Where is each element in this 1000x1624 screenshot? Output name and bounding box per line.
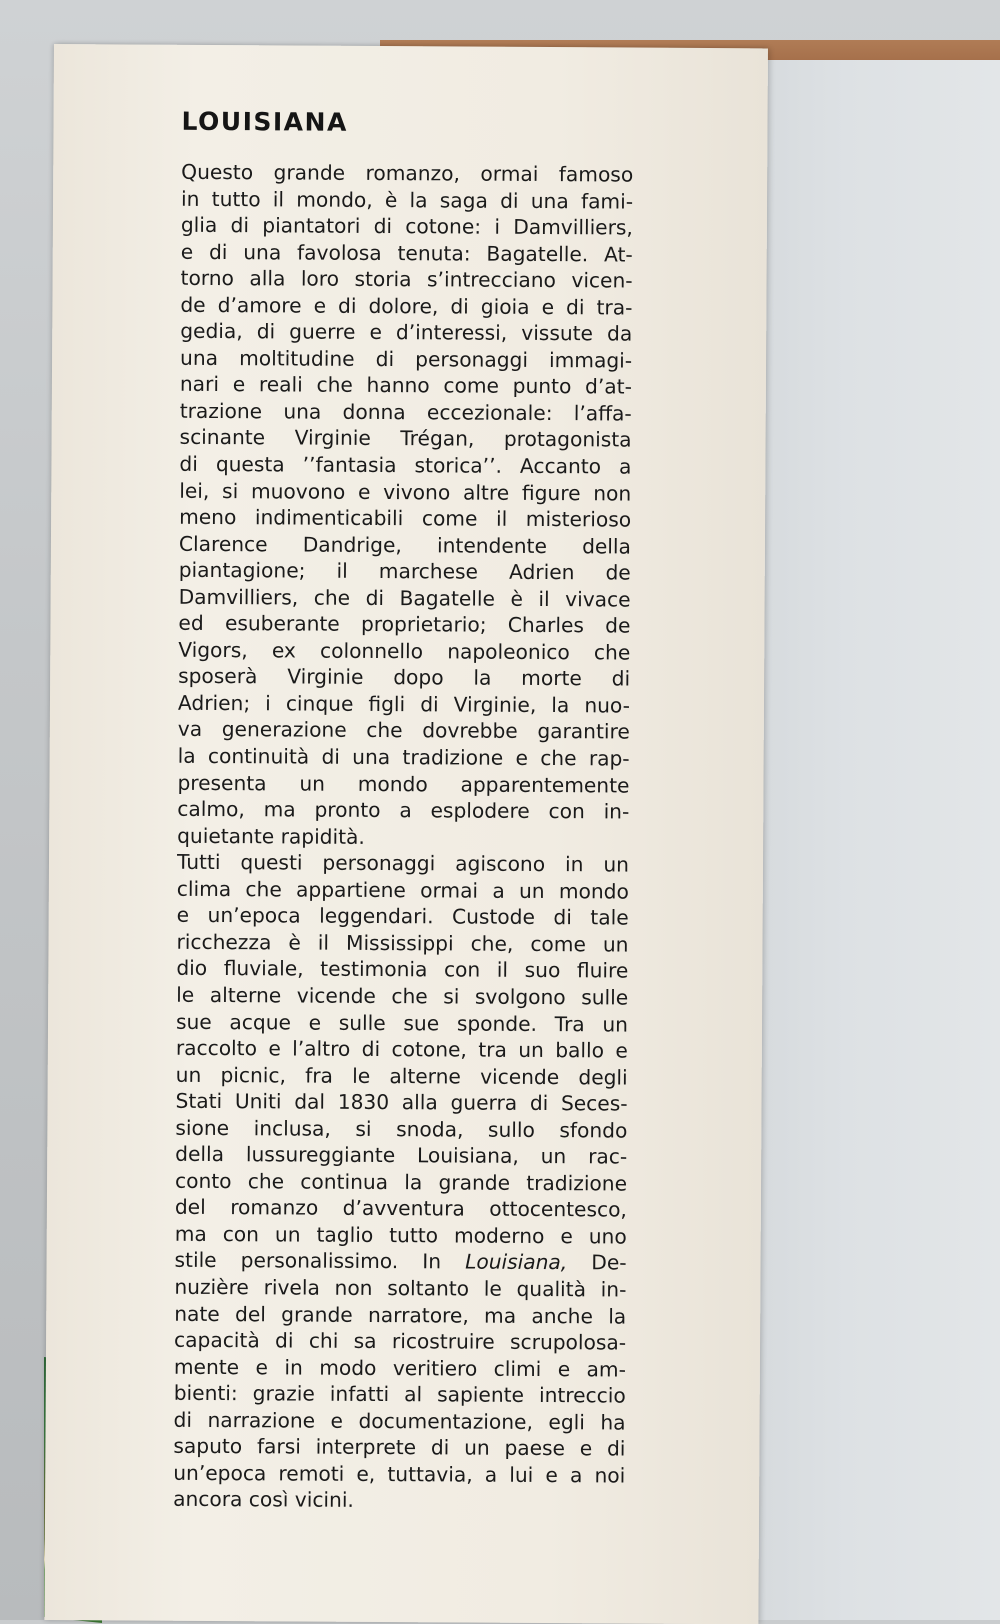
text-line: capacità di chi sa ricostruire scrupolosa-: [174, 1327, 627, 1355]
text-line: Questo grande romanzo, ormai famoso: [181, 159, 634, 187]
text-line: ancora così vicini.: [173, 1487, 354, 1513]
text-line: raccolto e l’altro di cotone, tra un ballo e: [175, 1035, 628, 1063]
text-segment: stile personalissimo. In: [174, 1248, 466, 1274]
text-line: nari e reali che hanno come punto d’at-: [179, 372, 632, 399]
book-inner-board: [740, 60, 1000, 1620]
text-line: va generazione che dovrebbe garantire: [177, 717, 630, 745]
text-line: presenta un mondo apparentemente: [177, 770, 630, 798]
text-line: del romanzo d’avventura ottocentesco,: [174, 1195, 627, 1222]
text-line: nuzière rivela non soltanto le qualità in-: [174, 1274, 627, 1302]
text-line: piantagione; il marchese Adrien de: [178, 557, 631, 585]
text-line: Stati Uniti dal 1830 alla guerra di Seces-: [175, 1088, 628, 1116]
text-line: clima che appartiene ormai a un mondo: [176, 876, 629, 904]
text-line: quietante rapidità.: [177, 823, 365, 849]
text-line: Clarence Dandrige, intendente della: [178, 531, 632, 559]
text-line: una moltitudine di personaggi immagi-: [180, 345, 633, 373]
text-line: sione inclusa, si snoda, sullo sfondo: [175, 1115, 628, 1143]
text-line: lei, si muovono e vivono altre figure non: [179, 478, 632, 506]
text-line: de d’amore e di dolore, di gioia e di tra-: [180, 292, 633, 320]
text-line: la continuità di una tradizione e che rap-: [177, 743, 630, 771]
text-line: di questa ’’fantasia storica’’. Accanto a: [179, 451, 632, 479]
text-line: Tutti questi personaggi agiscono in un: [176, 849, 630, 877]
text-line: nate del grande narratore, ma anche la: [174, 1301, 627, 1329]
text-line: in tutto il mondo, è la saga di una fami-: [180, 186, 634, 214]
text-line: le alterne vicende che si svolgono sulle: [176, 982, 629, 1010]
text-line: mente e in modo veritiero climi e am-: [173, 1354, 626, 1382]
text-line: Adrien; i cinque figli di Virginie, la nuo-: [177, 690, 631, 718]
text-line-with-italic-title: [174, 1247, 626, 1276]
text-line: trazione una donna eccezionale: l’affa-: [179, 398, 632, 426]
text-line: ed esuberante proprietario; Charles de: [178, 611, 631, 638]
text-line: un’epoca remoti e, tuttavia, a lui e a noi: [173, 1460, 626, 1488]
text-line: meno indimenticabili come il misterioso: [179, 504, 632, 532]
text-line: Vigors, ex colonnello napoleonico che: [178, 637, 631, 665]
text-line: sue acque e sulle sue sponde. Tra un: [175, 1009, 629, 1037]
text-line: sposerà Virginie dopo la morte di: [178, 664, 631, 691]
text-line: calmo, ma pronto a esplodere con in-: [177, 796, 630, 824]
text-line: gedia, di guerre e d’interessi, vissute da: [180, 319, 633, 346]
text-line: ricchezza è il Mississippi che, come un: [176, 929, 629, 957]
text-line: e un’epoca leggendari. Custode di tale: [176, 903, 629, 930]
text-segment: De-: [567, 1250, 627, 1275]
text-line: bienti: grazie infatti al sapiente intreccio: [173, 1380, 626, 1408]
text-line: della lussureggiante Louisiana, un rac-: [175, 1141, 628, 1169]
text-line: dio fluviale, testimonia con il suo fluire: [176, 956, 629, 983]
text-line: conto che continua la grande tradizione: [174, 1168, 628, 1196]
text-line: torno alla loro storia s’intrecciano vicen-: [180, 265, 633, 293]
dust-jacket-flap: [44, 44, 768, 1624]
paragraph-2: [173, 849, 629, 1515]
text-line: Damvilliers, che di Bagatelle è il vivace: [178, 584, 631, 612]
text-line: di narrazione e documentazione, egli ha: [173, 1407, 626, 1435]
flap-body-text: [173, 159, 633, 1516]
flap-title: LOUISIANA: [181, 106, 348, 137]
text-line: scinante Virginie Trégan, protagonista: [179, 425, 632, 453]
text-line: saputo farsi interprete di un paese e di: [173, 1434, 626, 1461]
text-line: glia di piantatori di cotone: i Damvilliers,: [180, 212, 633, 240]
italic-book-title: Louisiana,: [465, 1249, 568, 1275]
paragraph-1: [177, 159, 633, 852]
text-line: ma con un taglio tutto moderno e uno: [174, 1221, 627, 1249]
text-line: e di una favolosa tenuta: Bagatelle. At-: [180, 239, 633, 267]
text-line: un picnic, fra le alterne vicende degli: [175, 1062, 628, 1090]
